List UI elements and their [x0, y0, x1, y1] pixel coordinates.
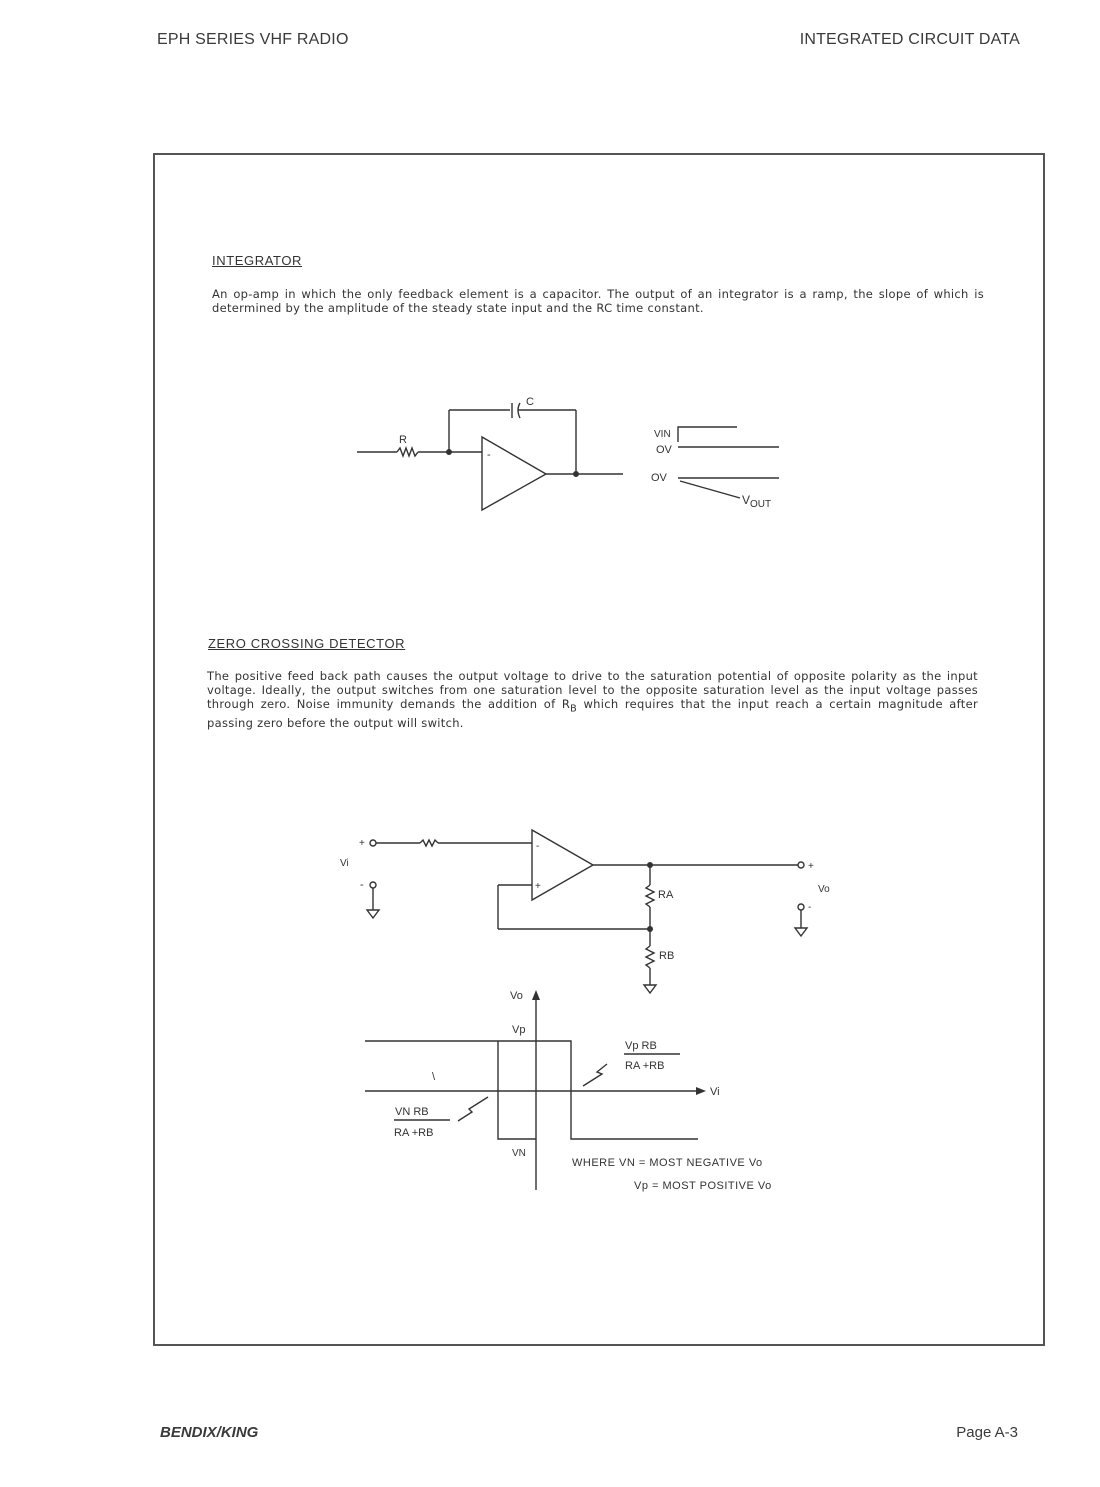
vo-plus-label: + — [808, 861, 814, 872]
zero-crossing-description: The positive feed back path causes the output voltage to drive to the saturation potential of opposite polarity as the input voltage. Ideally, the output switches from one saturation level to the opposite saturation level as the input voltage passes through zero. Noise immunity demands the addition of $R_B$ which requires that the input reach a certain magnitude after passing zero before the output will switch. — [207, 669, 978, 731]
rb-label: RB — [659, 950, 675, 962]
header-right: INTEGRATED CIRCUIT DATA — [799, 31, 1020, 48]
vout-label: $V_{OUT}$ — [742, 493, 772, 510]
vi-input-label: Vi — [340, 858, 349, 869]
zc-opamp-plus: + — [535, 881, 541, 892]
input-minus-label: - — [360, 879, 364, 891]
vp-label: Vp — [512, 1024, 526, 1036]
integrator-title: INTEGRATOR — [212, 253, 303, 268]
capacitor-label: C — [526, 396, 534, 408]
ra-label: RA — [658, 889, 674, 901]
pos-threshold-denominator: RA +RB — [625, 1060, 665, 1072]
resistor-label: R — [399, 434, 407, 446]
footer-left: BENDIX/KING — [160, 1424, 259, 1441]
ov-top-label: OV — [656, 444, 672, 456]
opamp-minus-label: - — [487, 449, 491, 461]
vn-label: VN — [512, 1148, 526, 1159]
graph-tick-mark: \ — [432, 1071, 436, 1083]
pos-threshold-numerator: Vp RB — [625, 1040, 657, 1052]
where-line-1: WHERE VN = MOST NEGATIVE Vo — [572, 1157, 763, 1169]
vo-minus-label: - — [808, 902, 812, 913]
zc-opamp-minus: - — [536, 841, 540, 852]
where-line-2: Vp = MOST POSITIVE Vo — [634, 1180, 772, 1192]
zero-crossing-title: ZERO CROSSING DETECTOR — [208, 636, 406, 651]
header-left: EPH SERIES VHF RADIO — [157, 31, 349, 48]
vo-output-label: Vo — [818, 884, 830, 895]
ov-bottom-label: OV — [651, 472, 667, 484]
x-axis-label: Vi — [710, 1086, 720, 1098]
vin-label: VIN — [654, 429, 671, 440]
y-axis-label: Vo — [510, 990, 523, 1002]
neg-threshold-numerator: VN RB — [395, 1106, 429, 1118]
input-plus-label: + — [359, 838, 365, 849]
integrator-description: An op-amp in which the only feedback element is a capacitor. The output of an integrator is a ramp, the slope of which is determined by the amplitude of the steady state input and the RC time constant. — [212, 287, 984, 315]
footer-right: Page A-3 — [956, 1424, 1018, 1441]
neg-threshold-denominator: RA +RB — [394, 1127, 434, 1139]
